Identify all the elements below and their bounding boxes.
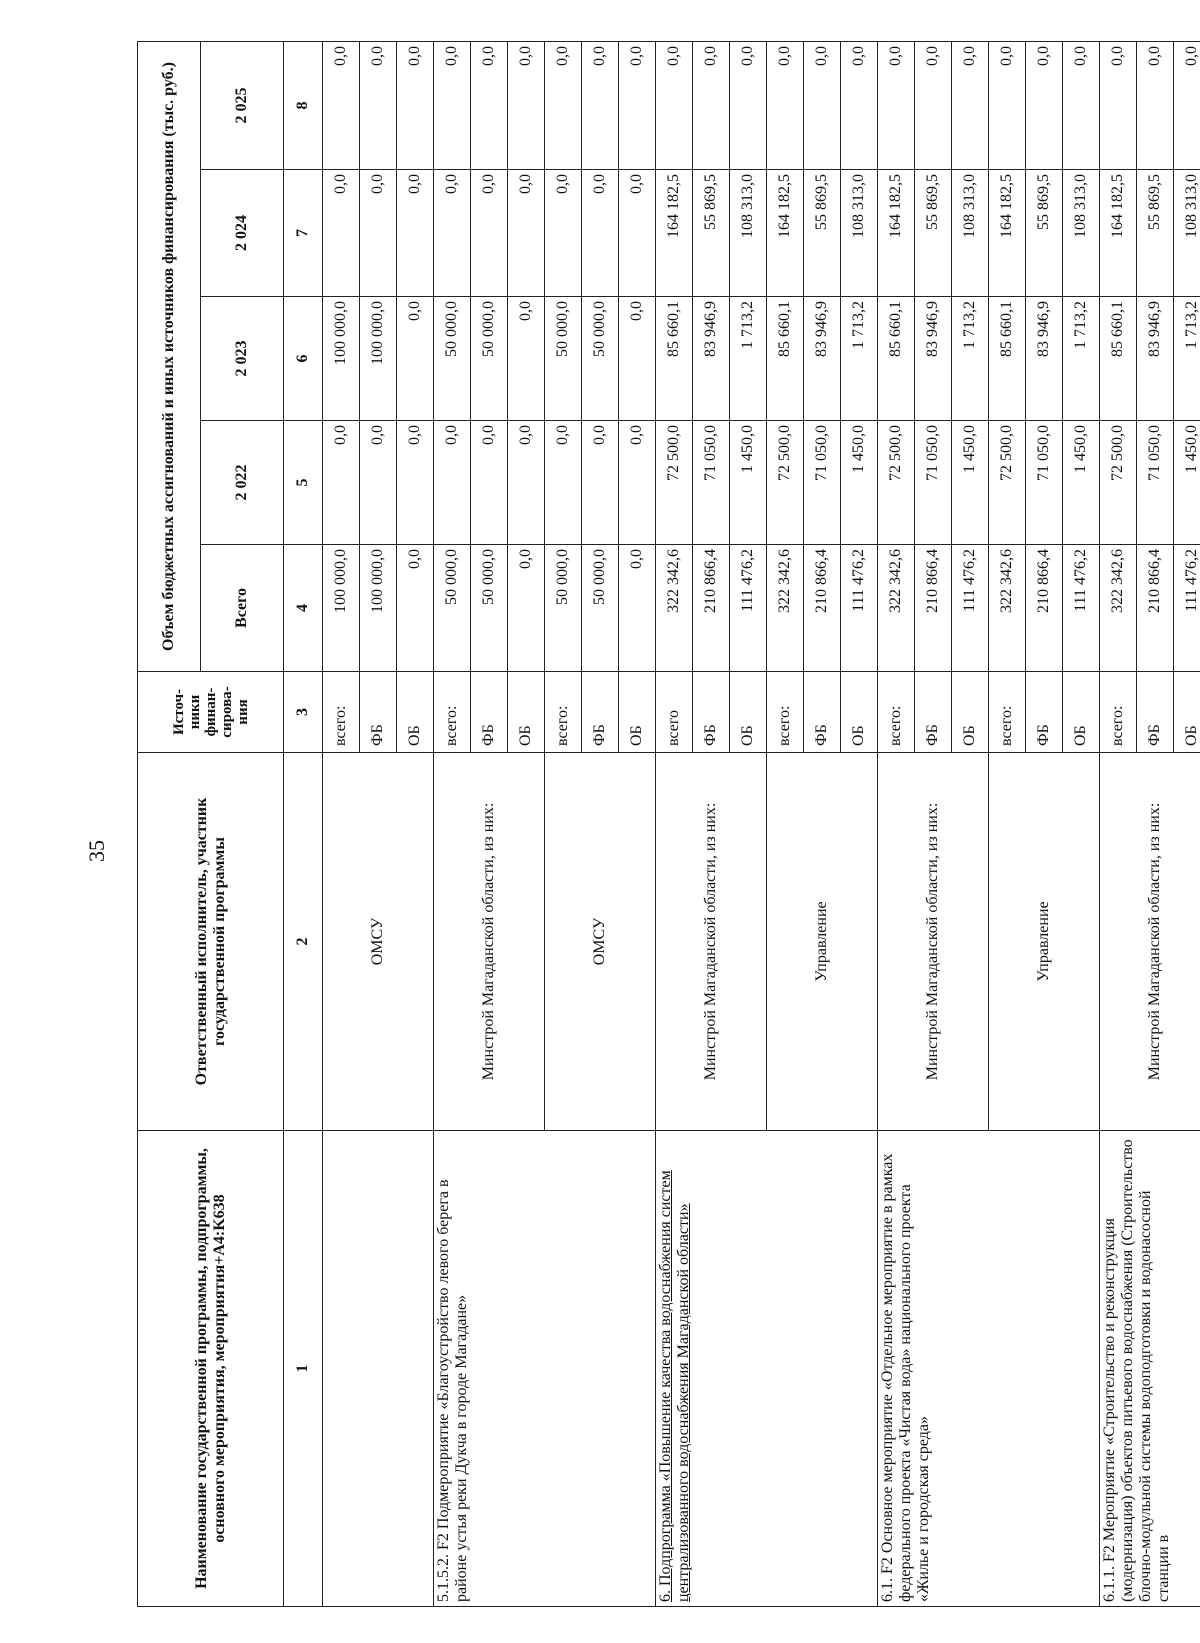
amount-y2023-cell: 83 946,9 — [804, 297, 841, 421]
amount-total-cell: 0,0 — [397, 545, 434, 672]
executor-cell: ОМСУ — [545, 753, 656, 1131]
funding-source-cell: всего: — [323, 672, 360, 753]
header-year-2023: 2 023 — [201, 297, 284, 421]
amount-y2025-cell: 0,0 — [434, 41, 471, 169]
amount-y2022-cell: 72 500,0 — [656, 421, 693, 545]
amount-y2025-cell: 0,0 — [1100, 41, 1137, 169]
amount-total-cell: 100 000,0 — [323, 545, 360, 672]
amount-y2024-cell: 0,0 — [360, 170, 397, 297]
executor-cell: Управление — [767, 753, 878, 1131]
amount-y2024-cell: 164 182,5 — [878, 170, 915, 297]
amount-total-cell: 322 342,6 — [1100, 545, 1137, 672]
amount-y2024-cell: 0,0 — [397, 170, 434, 297]
amount-total-cell: 0,0 — [508, 545, 545, 672]
amount-y2024-cell: 164 182,5 — [767, 170, 804, 297]
amount-y2024-cell: 164 182,5 — [656, 170, 693, 297]
amount-y2023-cell: 83 946,9 — [1137, 297, 1174, 421]
amount-y2022-cell: 1 450,0 — [730, 421, 767, 545]
funding-source-cell: ФБ — [804, 672, 841, 753]
funding-source-cell: всего — [656, 672, 693, 753]
amount-total-cell: 322 342,6 — [656, 545, 693, 672]
amount-y2024-cell: 108 313,0 — [1063, 170, 1100, 297]
funding-source-cell: ОБ — [841, 672, 878, 753]
amount-y2024-cell: 0,0 — [545, 170, 582, 297]
amount-y2023-cell: 1 713,2 — [1174, 297, 1200, 421]
amount-y2022-cell: 72 500,0 — [878, 421, 915, 545]
amount-y2023-cell: 0,0 — [508, 297, 545, 421]
amount-y2023-cell: 85 660,1 — [767, 297, 804, 421]
executor-cell: Минстрой Магаданской области, из них: — [434, 753, 545, 1131]
amount-y2022-cell: 0,0 — [471, 421, 508, 545]
amount-y2025-cell: 0,0 — [1026, 41, 1063, 169]
amount-total-cell: 210 866,4 — [915, 545, 952, 672]
funding-source-cell: ОБ — [952, 672, 989, 753]
amount-y2022-cell: 72 500,0 — [767, 421, 804, 545]
amount-y2025-cell: 0,0 — [360, 41, 397, 169]
amount-total-cell: 111 476,2 — [841, 545, 878, 672]
funding-source-cell: всего: — [1100, 672, 1137, 753]
amount-y2022-cell: 72 500,0 — [1100, 421, 1137, 545]
amount-y2023-cell: 1 713,2 — [841, 297, 878, 421]
amount-y2022-cell: 0,0 — [545, 421, 582, 545]
funding-source-cell: ФБ — [1137, 672, 1174, 753]
amount-y2025-cell: 0,0 — [1063, 41, 1100, 169]
table-row — [656, 41, 693, 1606]
funding-source-cell: ФБ — [1026, 672, 1063, 753]
amount-y2023-cell: 83 946,9 — [915, 297, 952, 421]
amount-total-cell: 50 000,0 — [545, 545, 582, 672]
amount-y2024-cell: 108 313,0 — [730, 170, 767, 297]
amount-y2023-cell: 0,0 — [397, 297, 434, 421]
amount-y2023-cell: 85 660,1 — [989, 297, 1026, 421]
program-name-cell — [323, 1131, 434, 1607]
amount-y2023-cell: 50 000,0 — [545, 297, 582, 421]
table-body — [323, 41, 1200, 1606]
funding-source-cell: ФБ — [693, 672, 730, 753]
funding-source-cell: ОБ — [508, 672, 545, 753]
funding-source-cell: всего: — [545, 672, 582, 753]
amount-y2025-cell: 0,0 — [841, 41, 878, 169]
amount-y2023-cell: 50 000,0 — [471, 297, 508, 421]
executor-cell: Минстрой Магаданской области, из них: — [878, 753, 989, 1131]
amount-total-cell: 50 000,0 — [582, 545, 619, 672]
amount-y2025-cell: 0,0 — [989, 41, 1026, 169]
amount-y2022-cell: 1 450,0 — [1174, 421, 1200, 545]
amount-y2024-cell: 55 869,5 — [1137, 170, 1174, 297]
funding-source-cell: ОБ — [730, 672, 767, 753]
amount-y2022-cell: 0,0 — [508, 421, 545, 545]
amount-y2025-cell: 0,0 — [619, 41, 656, 169]
amount-y2025-cell: 0,0 — [656, 41, 693, 169]
funding-source-cell: всего: — [767, 672, 804, 753]
amount-y2023-cell: 1 713,2 — [730, 297, 767, 421]
funding-source-cell: ОБ — [1174, 672, 1200, 753]
amount-y2024-cell: 55 869,5 — [804, 170, 841, 297]
header-year-2022: 2 022 — [201, 421, 284, 545]
column-number-4: 4 — [284, 545, 323, 672]
amount-y2025-cell: 0,0 — [545, 41, 582, 169]
program-name-text: 6.1.1. F2 Мероприятие «Строительство и реконструкция (модернизация) объектов питьевого водоснабжения (Строительство блочно-модульной системы водоподготовки и водонасосной станции в — [1101, 1139, 1172, 1602]
amount-y2023-cell: 100 000,0 — [360, 297, 397, 421]
amount-y2022-cell: 1 450,0 — [952, 421, 989, 545]
amount-y2025-cell: 0,0 — [471, 41, 508, 169]
program-name-text: 6. Подпрограмма «Повышение качества водоснабжения систем централизованного водоснабжения Магаданской области» — [657, 1170, 692, 1602]
amount-y2022-cell: 0,0 — [360, 421, 397, 545]
program-name-cell — [878, 1131, 1100, 1607]
executor-cell: ОМСУ — [323, 753, 434, 1131]
header-budget-volume: Объем бюджетных ассигнований и иных источников финансирования (тыс. руб.) — [138, 41, 201, 671]
amount-y2023-cell: 83 946,9 — [693, 297, 730, 421]
amount-y2023-cell: 1 713,2 — [952, 297, 989, 421]
funding-source-cell: ОБ — [1063, 672, 1100, 753]
amount-y2023-cell: 50 000,0 — [434, 297, 471, 421]
table-row — [878, 41, 915, 1606]
amount-y2025-cell: 0,0 — [804, 41, 841, 169]
header-year-2025: 2 025 — [201, 41, 284, 169]
amount-y2025-cell: 0,0 — [582, 41, 619, 169]
amount-y2025-cell: 0,0 — [693, 41, 730, 169]
column-number-7: 7 — [284, 170, 323, 297]
amount-y2022-cell: 0,0 — [619, 421, 656, 545]
amount-y2022-cell: 71 050,0 — [693, 421, 730, 545]
amount-total-cell: 322 342,6 — [878, 545, 915, 672]
amount-total-cell: 111 476,2 — [1174, 545, 1200, 672]
amount-y2024-cell: 0,0 — [619, 170, 656, 297]
amount-y2025-cell: 0,0 — [767, 41, 804, 169]
amount-y2024-cell: 108 313,0 — [1174, 170, 1200, 297]
amount-y2023-cell: 100 000,0 — [323, 297, 360, 421]
amount-y2024-cell: 0,0 — [323, 170, 360, 297]
budget-table — [137, 41, 1200, 1607]
amount-total-cell: 50 000,0 — [434, 545, 471, 672]
funding-source-cell: всего: — [878, 672, 915, 753]
amount-y2024-cell: 55 869,5 — [915, 170, 952, 297]
amount-y2022-cell: 71 050,0 — [915, 421, 952, 545]
amount-y2022-cell: 1 450,0 — [841, 421, 878, 545]
funding-source-cell: ОБ — [619, 672, 656, 753]
amount-y2025-cell: 0,0 — [1174, 41, 1200, 169]
executor-cell: Минстрой Магаданской области, из них: — [656, 753, 767, 1131]
amount-y2025-cell: 0,0 — [730, 41, 767, 169]
table-row — [323, 41, 360, 1606]
amount-y2023-cell: 85 660,1 — [878, 297, 915, 421]
column-number-8: 8 — [284, 41, 323, 169]
amount-y2025-cell: 0,0 — [397, 41, 434, 169]
amount-total-cell: 50 000,0 — [471, 545, 508, 672]
amount-y2023-cell: 1 713,2 — [1063, 297, 1100, 421]
amount-y2022-cell: 72 500,0 — [989, 421, 1026, 545]
table-row — [1100, 41, 1137, 1606]
amount-y2022-cell: 71 050,0 — [1026, 421, 1063, 545]
amount-y2023-cell: 0,0 — [619, 297, 656, 421]
executor-cell: Минстрой Магаданской области, из них: — [1100, 753, 1200, 1131]
amount-y2025-cell: 0,0 — [878, 41, 915, 169]
amount-total-cell: 322 342,6 — [989, 545, 1026, 672]
column-number-2: 2 — [284, 753, 323, 1131]
funding-source-cell: всего: — [989, 672, 1026, 753]
amount-total-cell: 111 476,2 — [952, 545, 989, 672]
funding-source-cell: ФБ — [360, 672, 397, 753]
column-number-1: 1 — [284, 1131, 323, 1607]
amount-y2024-cell: 108 313,0 — [841, 170, 878, 297]
amount-total-cell: 210 866,4 — [1026, 545, 1063, 672]
amount-y2022-cell: 0,0 — [323, 421, 360, 545]
amount-y2024-cell: 55 869,5 — [693, 170, 730, 297]
amount-y2023-cell: 50 000,0 — [582, 297, 619, 421]
header-year-2024: 2 024 — [201, 170, 284, 297]
header-total: Всего — [201, 545, 284, 672]
header-funding-source: Источ-ники финан-сирова-ния — [138, 672, 284, 753]
column-number-3: 3 — [284, 672, 323, 753]
funding-source-cell: ФБ — [915, 672, 952, 753]
program-name-cell — [656, 1131, 878, 1607]
amount-y2023-cell: 85 660,1 — [1100, 297, 1137, 421]
funding-source-cell: ФБ — [582, 672, 619, 753]
amount-y2024-cell: 55 869,5 — [1026, 170, 1063, 297]
amount-y2022-cell: 0,0 — [582, 421, 619, 545]
amount-y2025-cell: 0,0 — [323, 41, 360, 169]
amount-y2024-cell: 0,0 — [471, 170, 508, 297]
amount-y2024-cell: 108 313,0 — [952, 170, 989, 297]
program-name-cell — [434, 1131, 656, 1607]
page-number: 35 — [84, 840, 109, 862]
amount-y2022-cell: 0,0 — [434, 421, 471, 545]
header-executor: Ответственный исполнитель, участник государственной программы — [138, 753, 284, 1131]
program-name-text: 5.1.5.2. F2 Подмероприятие «Благоустройство левого берега в районе устья реки Дукча в городе Магадане» — [435, 1179, 470, 1602]
column-number-6: 6 — [284, 297, 323, 421]
amount-y2022-cell: 0,0 — [397, 421, 434, 545]
amount-y2022-cell: 71 050,0 — [1137, 421, 1174, 545]
header-program-name: Наименование государственной программы, подпрограммы, основного мероприятия, мероприятия+A4:K638 — [138, 1131, 284, 1607]
amount-y2025-cell: 0,0 — [1137, 41, 1174, 169]
amount-total-cell: 100 000,0 — [360, 545, 397, 672]
amount-total-cell: 0,0 — [619, 545, 656, 672]
funding-source-cell: всего: — [434, 672, 471, 753]
amount-y2024-cell: 0,0 — [434, 170, 471, 297]
amount-y2025-cell: 0,0 — [508, 41, 545, 169]
amount-y2025-cell: 0,0 — [952, 41, 989, 169]
rotated-page — [137, 42, 1200, 1607]
funding-source-cell: ОБ — [397, 672, 434, 753]
amount-y2024-cell: 164 182,5 — [1100, 170, 1137, 297]
amount-total-cell: 111 476,2 — [730, 545, 767, 672]
amount-y2024-cell: 0,0 — [582, 170, 619, 297]
program-name-text: 6.1. F2 Основное мероприятие «Отдельное мероприятие в рамках федерального проекта «Чистая вода» национального проекта «Жилье и городская среда» — [879, 1153, 932, 1602]
amount-total-cell: 210 866,4 — [1137, 545, 1174, 672]
amount-y2023-cell: 85 660,1 — [656, 297, 693, 421]
amount-total-cell: 210 866,4 — [804, 545, 841, 672]
amount-total-cell: 111 476,2 — [1063, 545, 1100, 672]
amount-y2024-cell: 164 182,5 — [989, 170, 1026, 297]
program-name-cell — [1100, 1131, 1200, 1607]
column-number-5: 5 — [284, 421, 323, 545]
amount-y2023-cell: 83 946,9 — [1026, 297, 1063, 421]
amount-total-cell: 322 342,6 — [767, 545, 804, 672]
amount-total-cell: 210 866,4 — [693, 545, 730, 672]
amount-y2024-cell: 0,0 — [508, 170, 545, 297]
executor-cell: Управление — [989, 753, 1100, 1131]
table-row — [434, 41, 471, 1606]
funding-source-cell: ФБ — [471, 672, 508, 753]
amount-y2022-cell: 71 050,0 — [804, 421, 841, 545]
amount-y2025-cell: 0,0 — [915, 41, 952, 169]
amount-y2022-cell: 1 450,0 — [1063, 421, 1100, 545]
